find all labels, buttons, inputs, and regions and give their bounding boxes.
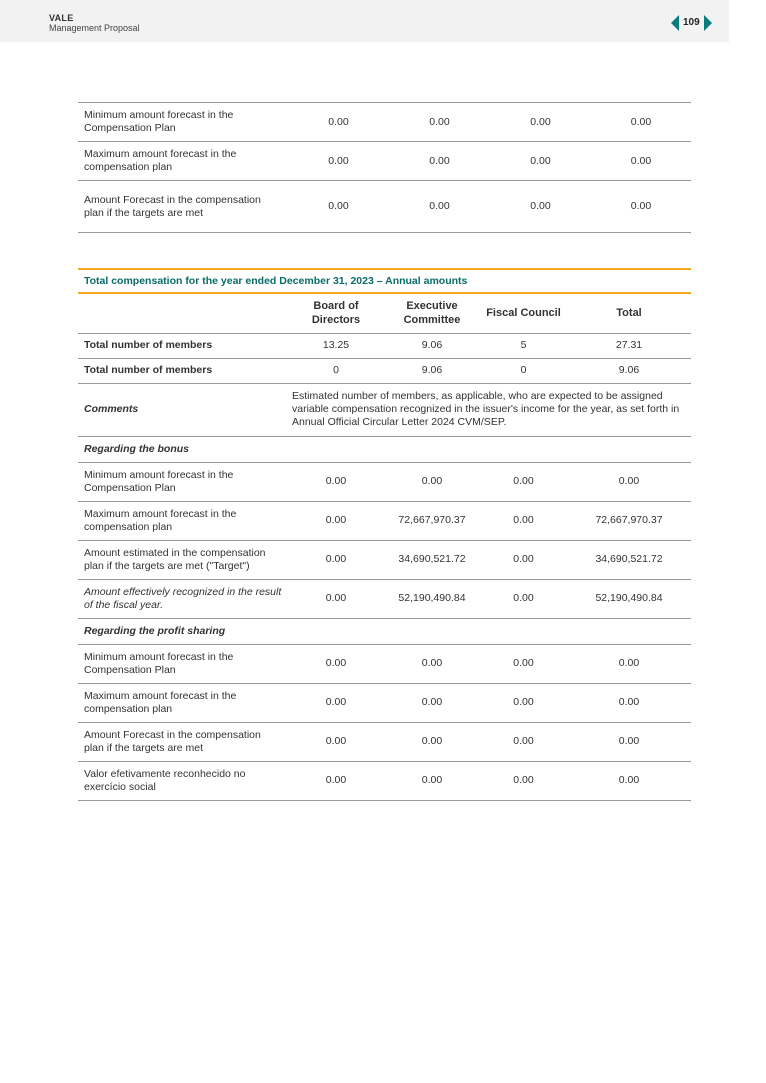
profit-sharing-section-heading: Regarding the profit sharing: [78, 618, 691, 644]
table-cell: 0.00: [480, 501, 567, 540]
table-cell: 0.00: [480, 761, 567, 800]
table-cell: 0.00: [389, 103, 490, 142]
table-row: [78, 501, 691, 540]
table-row: [78, 540, 691, 579]
table-cell: 0.00: [591, 103, 691, 142]
table-row: [78, 722, 691, 761]
table-cell: 9.06: [567, 358, 691, 383]
table-row: [78, 579, 691, 618]
column-header: Board of Directors: [288, 293, 384, 333]
row-label: Amount Forecast in the compensation plan if the targets are met: [78, 181, 288, 233]
row-label: Total number of members: [78, 358, 288, 383]
table-cell: 0.00: [389, 142, 490, 181]
table-cell: 0.00: [384, 644, 480, 683]
table-cell: 0.00: [288, 181, 389, 233]
table-cell: 9.06: [384, 358, 480, 383]
table-row: [78, 103, 691, 142]
page-header: [0, 0, 729, 42]
column-header: Total: [567, 293, 691, 333]
table-title: Total compensation for the year ended December 31, 2023 – Annual amounts: [78, 269, 691, 293]
table-cell: 0.00: [567, 761, 691, 800]
table-cell: 72,667,970.37: [567, 501, 691, 540]
table-cell: 0.00: [480, 683, 567, 722]
table-cell: 0.00: [480, 540, 567, 579]
table-row: [78, 181, 691, 233]
table-cell: 0.00: [480, 462, 567, 501]
table-cell: 0.00: [288, 142, 389, 181]
table-cell: 72,667,970.37: [384, 501, 480, 540]
table-cell: 27.31: [567, 333, 691, 358]
table-cell: 0.00: [480, 644, 567, 683]
previous-page-arrow-icon[interactable]: [671, 15, 679, 31]
row-label: Minimum amount forecast in the Compensation Plan: [78, 644, 288, 683]
table-cell: 0.00: [288, 579, 384, 618]
table-cell: 0.00: [490, 103, 591, 142]
table-cell: 0.00: [567, 644, 691, 683]
table-cell: 0.00: [384, 761, 480, 800]
table-cell: 0.00: [490, 181, 591, 233]
empty-header-cell: [78, 293, 288, 333]
table-row: [78, 358, 691, 383]
table-cell: 0.00: [288, 683, 384, 722]
table-row: [78, 761, 691, 800]
table-row: [78, 462, 691, 501]
next-page-arrow-icon[interactable]: [704, 15, 712, 31]
table-cell: 52,190,490.84: [567, 579, 691, 618]
table-cell: 0.00: [384, 462, 480, 501]
table-cell: 0.00: [288, 103, 389, 142]
comments-row: [78, 383, 691, 436]
table-title-row: [78, 269, 691, 293]
comments-label: Comments: [78, 383, 288, 436]
page-number: 109: [683, 17, 700, 28]
table-cell: 0.00: [288, 644, 384, 683]
table-cell: 52,190,490.84: [384, 579, 480, 618]
brand-name: VALE: [49, 13, 74, 23]
table-cell: 13.25: [288, 333, 384, 358]
table-row: [78, 644, 691, 683]
row-label: Maximum amount forecast in the compensation plan: [78, 142, 288, 181]
document-subtitle: Management Proposal: [49, 23, 140, 33]
table-cell: 9.06: [384, 333, 480, 358]
row-label: Amount Forecast in the compensation plan if the targets are met: [78, 722, 288, 761]
table-cell: 0.00: [384, 683, 480, 722]
table-row: [78, 333, 691, 358]
table-cell: 0.00: [567, 722, 691, 761]
column-header: Fiscal Council: [480, 293, 567, 333]
table-cell: 34,690,521.72: [567, 540, 691, 579]
table-cell: 34,690,521.72: [384, 540, 480, 579]
column-header-row: [78, 293, 691, 333]
continuation-table: [78, 102, 691, 233]
table-row: [78, 142, 691, 181]
bonus-section-heading: Regarding the bonus: [78, 436, 691, 462]
table-cell: 0.00: [480, 579, 567, 618]
table-row: [78, 683, 691, 722]
table-cell: 0.00: [567, 683, 691, 722]
table-cell: 0.00: [384, 722, 480, 761]
table-cell: 0.00: [288, 501, 384, 540]
total-compensation-table: [78, 268, 691, 801]
row-label: Minimum amount forecast in the Compensation Plan: [78, 462, 288, 501]
row-label: Amount effectively recognized in the result of the fiscal year.: [78, 579, 288, 618]
table-cell: 0.00: [591, 142, 691, 181]
row-label: Total number of members: [78, 333, 288, 358]
row-label: Valor efetivamente reconhecido no exercício social: [78, 761, 288, 800]
section-heading-row: [78, 618, 691, 644]
table-cell: 0.00: [567, 462, 691, 501]
table-cell: 0.00: [288, 761, 384, 800]
table-cell: 0.00: [591, 181, 691, 233]
section-heading-row: [78, 436, 691, 462]
column-header: Executive Committee: [384, 293, 480, 333]
row-label: Amount estimated in the compensation plan if the targets are met ("Target"): [78, 540, 288, 579]
table-cell: 0.00: [288, 722, 384, 761]
row-label: Maximum amount forecast in the compensation plan: [78, 501, 288, 540]
table-cell: 0: [288, 358, 384, 383]
row-label: Minimum amount forecast in the Compensation Plan: [78, 103, 288, 142]
row-label: Maximum amount forecast in the compensation plan: [78, 683, 288, 722]
table-cell: 0.00: [389, 181, 490, 233]
table-cell: 0.00: [480, 722, 567, 761]
comments-text: Estimated number of members, as applicable, who are expected to be assigned variable compensation recognized in the issuer's income for the year, as set forth in Annual Official Circular Letter 2024 CVM/SEP.: [288, 383, 691, 436]
table-cell: 5: [480, 333, 567, 358]
table-cell: 0: [480, 358, 567, 383]
table-cell: 0.00: [288, 462, 384, 501]
table-cell: 0.00: [288, 540, 384, 579]
table-cell: 0.00: [490, 142, 591, 181]
page-navigator: [671, 14, 712, 31]
